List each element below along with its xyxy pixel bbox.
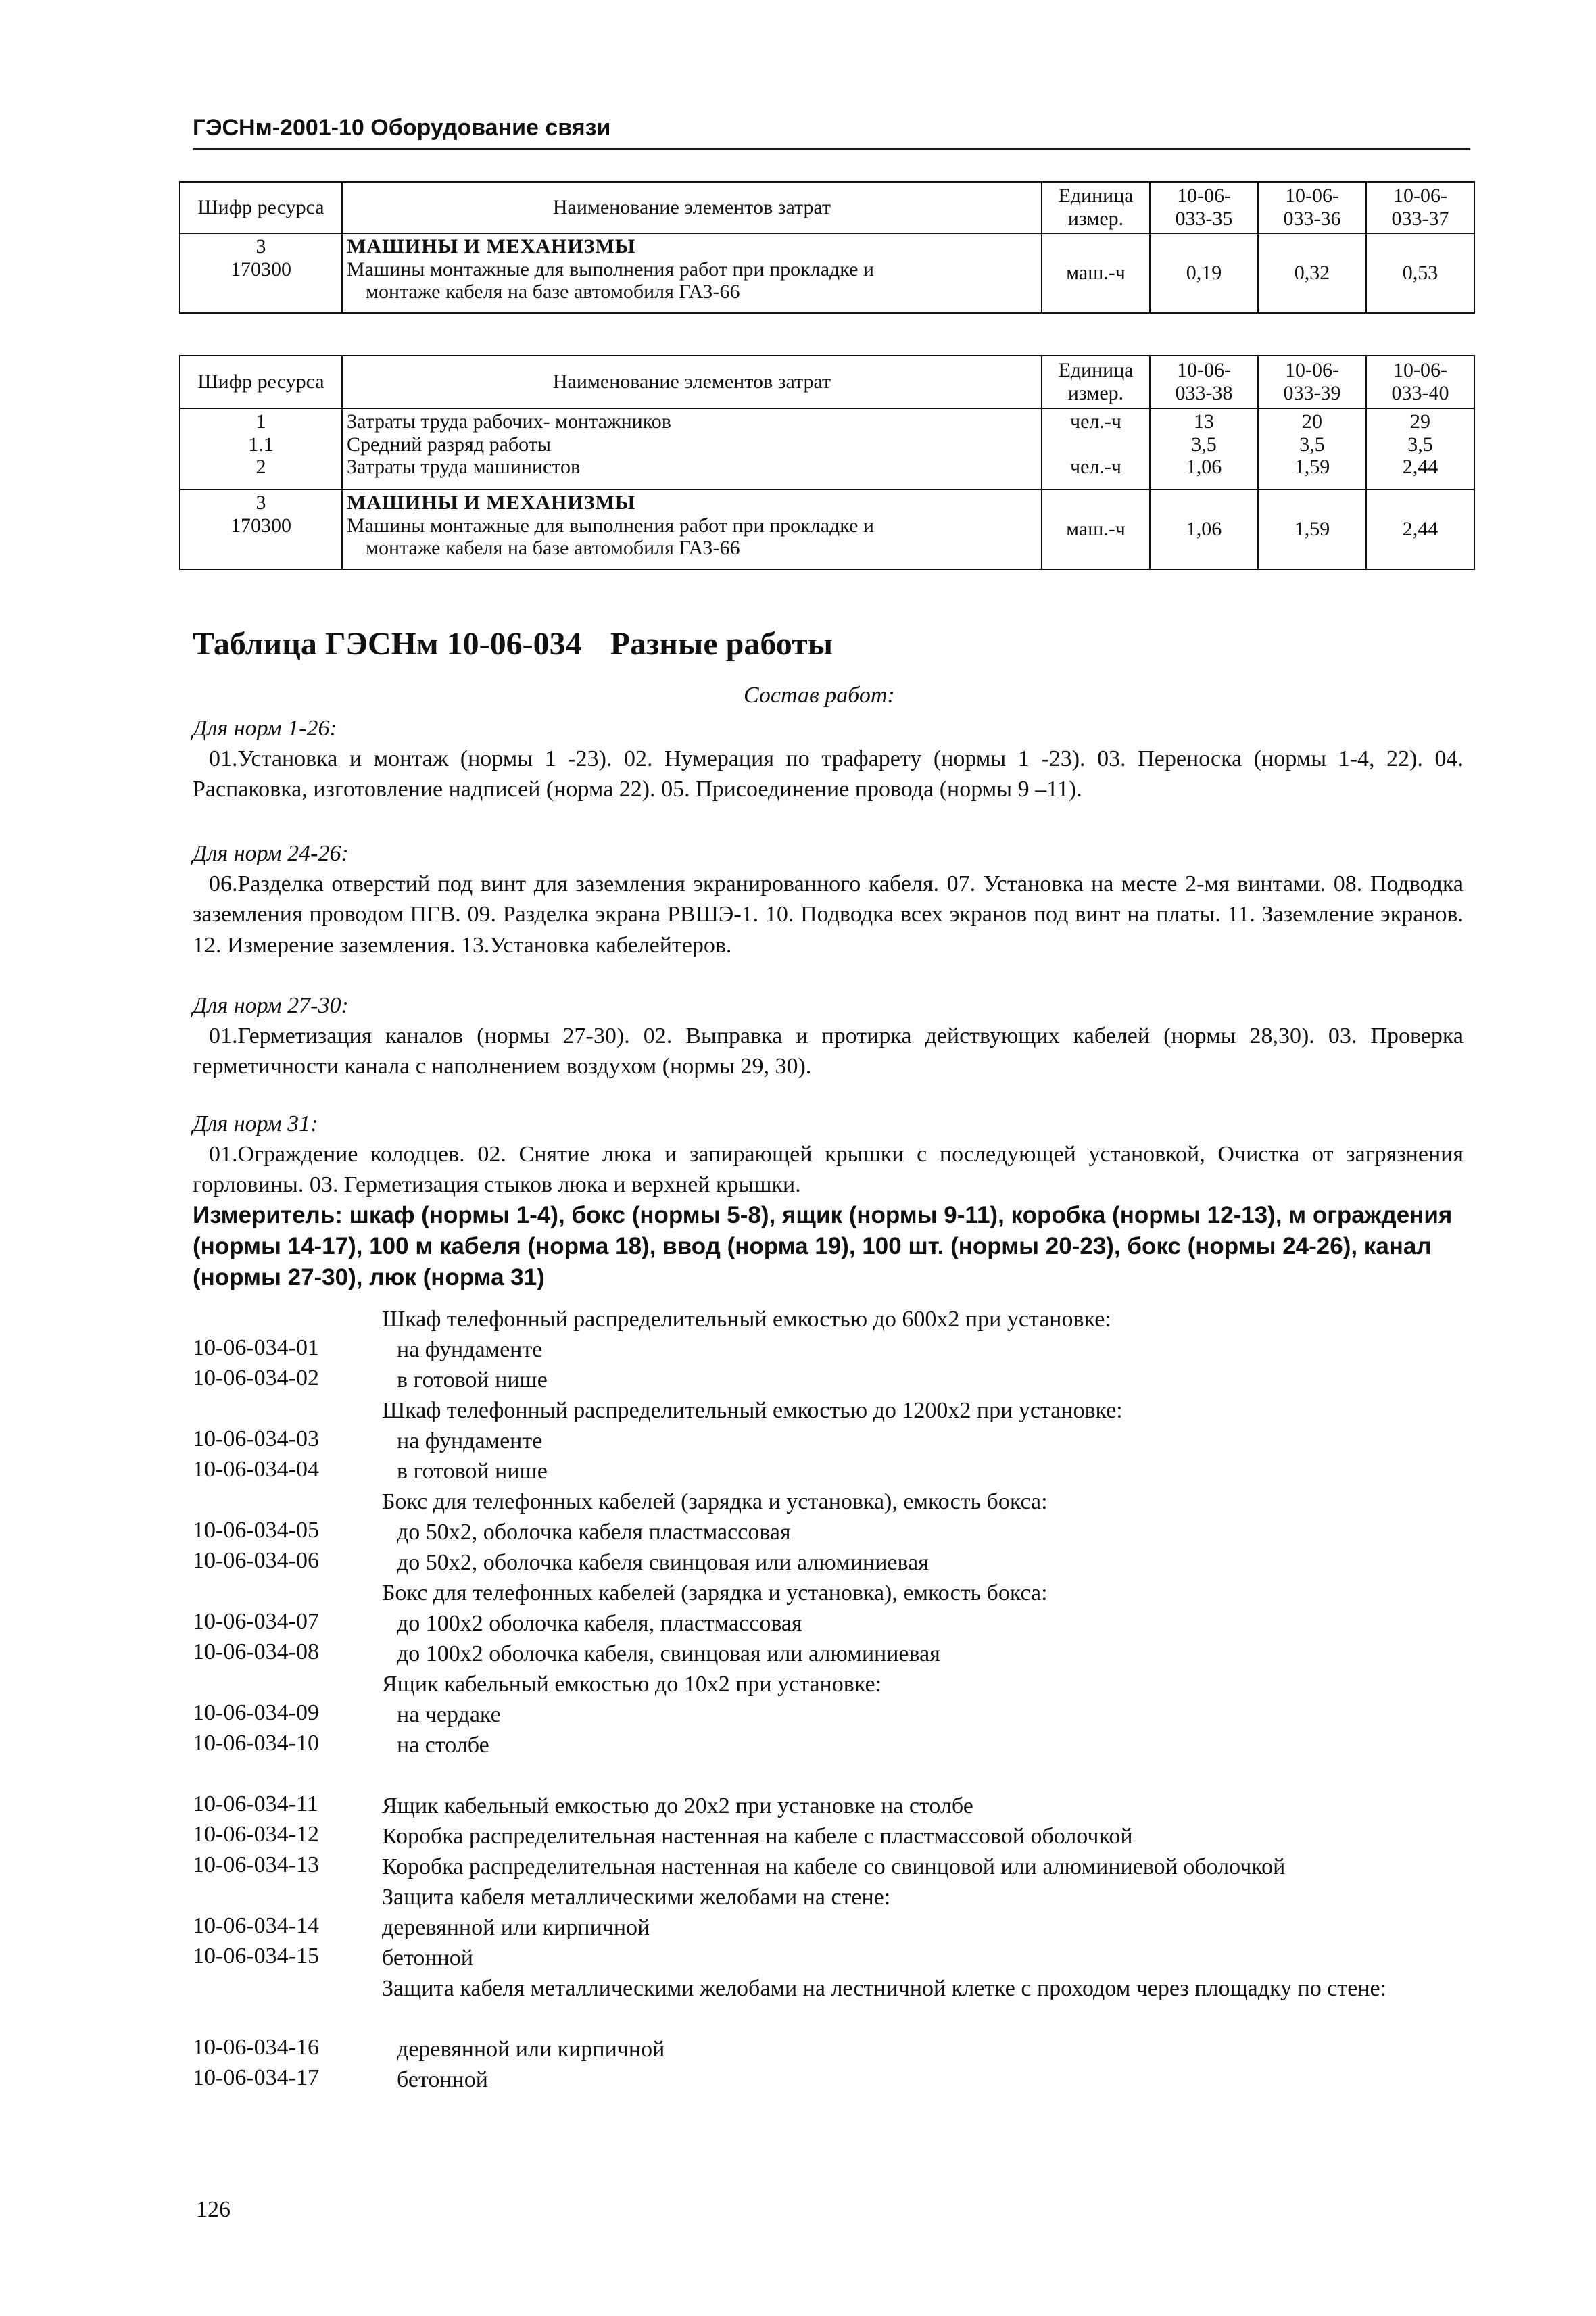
- list-item: Шкаф телефонный распределительный емкостью до 600х2 при установке:: [382, 1307, 1111, 1332]
- resource-table-2: [179, 355, 1475, 570]
- section-text: 06.Разделка отверстий под винт для заземления экранированного кабеля. 07. Установка на месте 2-мя винтами. 08. Подводка заземления проводом ПГВ. 09. Разделка экрана РВШЭ-1. 10. Подводка всех экранов под винт на платы. 11. Заземление экранов. 12. Измерение заземления. 13.Установка кабелейтеров.: [193, 871, 1464, 958]
- row-name: МАШИНЫ И МЕХАНИЗМЫ Машины монтажные для выполнения работ при прокладке и монтаже кабеля на базе автомобиля ГАЗ-66: [342, 489, 1042, 569]
- row-unit: маш.-ч: [1042, 233, 1150, 313]
- page-number: 126: [196, 2197, 231, 2222]
- list-item: 10-06-034-09 на чердаке: [193, 1700, 501, 1727]
- row-codes: 1 1.1 2: [180, 408, 342, 489]
- header-name: Наименование элементов затрат: [342, 182, 1042, 233]
- row-code: 3 170300: [180, 233, 342, 313]
- work-composition-heading: Состав работ:: [744, 683, 895, 708]
- table-row: [180, 408, 1474, 489]
- section-label: Для норм 31:: [193, 1111, 318, 1136]
- list-item: 10-06-034-10 на столбе: [193, 1731, 489, 1758]
- row-unit: маш.-ч: [1042, 489, 1150, 569]
- list-item: 10-06-034-15 бетонной: [193, 1944, 473, 1971]
- list-item: Шкаф телефонный распределительный емкостью до 1200х2 при установке:: [382, 1398, 1123, 1423]
- row-values-2: 20 3,5 1,59: [1258, 408, 1366, 489]
- row-value-2: 0,32: [1258, 233, 1366, 313]
- list-item: 10-06-034-02 в готовой нише: [193, 1366, 548, 1393]
- row-value-3: 2,44: [1366, 489, 1474, 569]
- list-item: 10-06-034-12 Коробка распределительная настенная на кабеле с пластмассовой оболочкой: [193, 1822, 1133, 1849]
- list-item: 10-06-034-06 до 50х2, оболочка кабеля свинцовая или алюминиевая: [193, 1548, 929, 1575]
- header-name: Наименование элементов затрат: [342, 356, 1042, 408]
- row-name: МАШИНЫ И МЕХАНИЗМЫ Машины монтажные для выполнения работ при прокладке и монтаже кабеля на базе автомобиля ГАЗ-66: [342, 233, 1042, 313]
- table-header-row: [180, 356, 1474, 408]
- header-col-1: 10-06- 033-38: [1150, 356, 1258, 408]
- table-title-name: Разные работы: [610, 626, 833, 662]
- row-names: Затраты труда рабочих- монтажников Средний разряд работы Затраты труда машинистов: [342, 408, 1042, 489]
- header-col-2: 10-06- 033-39: [1258, 356, 1366, 408]
- header-unit: Единица измер.: [1042, 182, 1150, 233]
- header-col-1: 10-06- 033-35: [1150, 182, 1258, 233]
- header-col-3: 10-06- 033-37: [1366, 182, 1474, 233]
- list-item: 10-06-034-16 деревянной или кирпичной: [193, 2035, 665, 2062]
- list-item: 10-06-034-01 на фундаменте: [193, 1335, 543, 1362]
- list-item: 10-06-034-03 на фундаменте: [193, 1426, 543, 1453]
- list-item: 10-06-034-13 Коробка распределительная настенная на кабеле со свинцовой или алюминиевой оболочкой: [193, 1852, 1286, 1879]
- section-text: 01.Ограждение колодцев. 02. Снятие люка и запирающей крышки с последующей установкой, Очистка от загрязнения горловины. 03. Герметизация стыков люка и верхней крышки.: [193, 1142, 1464, 1198]
- table-row: [180, 233, 1474, 313]
- list-item: 10-06-034-11 Ящик кабельный емкостью до 20х2 при установке на столбе: [193, 1791, 973, 1818]
- row-value-2: 1,59: [1258, 489, 1366, 569]
- row-value-1: 0,19: [1150, 233, 1258, 313]
- list-item: 10-06-034-05 до 50х2, оболочка кабеля пластмассовая: [193, 1518, 791, 1545]
- header-code: Шифр ресурса: [180, 356, 342, 408]
- work-section: [193, 990, 1464, 1082]
- work-section: [193, 1109, 1464, 1201]
- norms-list: [193, 1305, 1464, 2096]
- list-item: 10-06-034-07 до 100х2 оболочка кабеля, пластмассовая: [193, 1609, 802, 1636]
- list-item: Ящик кабельный емкостью до 10х2 при установке:: [382, 1672, 882, 1697]
- row-units: чел.-ч чел.-ч: [1042, 408, 1150, 489]
- row-values-1: 13 3,5 1,06: [1150, 408, 1258, 489]
- running-header: ГЭСНм-2001-10 Оборудование связи: [193, 115, 1470, 150]
- work-section: [193, 838, 1464, 961]
- table-title: [193, 625, 833, 662]
- section-label: Для норм 1-26:: [193, 716, 337, 741]
- table-title-code: Таблица ГЭСНм 10-06-034: [193, 626, 582, 662]
- section-text: 01.Установка и монтаж (нормы 1 -23). 02. Нумерация по трафарету (нормы 1 -23). 03. Переноска (нормы 1-4, 22). 04. Распаковка, изготовление надписей (норма 22). 05. Присоединение провода (нормы 9 –11).: [193, 746, 1464, 802]
- row-code: 3 170300: [180, 489, 342, 569]
- header-col-2: 10-06- 033-36: [1258, 182, 1366, 233]
- header-unit: Единица измер.: [1042, 356, 1150, 408]
- resource-table-1: [179, 181, 1475, 314]
- row-values-3: 29 3,5 2,44: [1366, 408, 1474, 489]
- section-label: Для норм 27-30:: [193, 993, 349, 1018]
- list-item: 10-06-034-17 бетонной: [193, 2065, 488, 2092]
- section-label: Для норм 24-26:: [193, 841, 349, 866]
- section-text: 01.Герметизация каналов (нормы 27-30). 02. Выправка и протирка действующих кабелей (нормы 28,30). 03. Проверка герметичности канала с наполнением воздухом (нормы 29, 30).: [193, 1023, 1464, 1080]
- measurement-units: Измеритель: шкаф (нормы 1-4), бокс (нормы 5-8), ящик (нормы 9-11), коробка (нормы 12-13), м ограждения (нормы 14-17), 100 м кабеля (норма 18), ввод (норма 19), 100 шт. (нормы 20-23), бокс (нормы 24-26), канал (нормы 27-30), люк (норма 31): [193, 1202, 1453, 1291]
- list-item: 10-06-034-04 в готовой нише: [193, 1457, 548, 1484]
- header-col-3: 10-06- 033-40: [1366, 356, 1474, 408]
- list-item: Бокс для телефонных кабелей (зарядка и установка), емкость бокса:: [382, 1489, 1048, 1514]
- row-value-1: 1,06: [1150, 489, 1258, 569]
- table-header-row: [180, 182, 1474, 233]
- table-row: [180, 489, 1474, 569]
- list-item: Защита кабеля металлическими желобами на стене:: [382, 1885, 891, 1910]
- header-code: Шифр ресурса: [180, 182, 342, 233]
- list-item: Защита кабеля металлическими желобами на лестничной клетке с проходом через площадку по стене:: [382, 1976, 1387, 2001]
- list-item: Бокс для телефонных кабелей (зарядка и установка), емкость бокса:: [382, 1581, 1048, 1606]
- work-section: [193, 713, 1464, 805]
- list-item: 10-06-034-08 до 100х2 оболочка кабеля, свинцовая или алюминиевая: [193, 1639, 940, 1666]
- list-item: 10-06-034-14 деревянной или кирпичной: [193, 1913, 650, 1940]
- row-value-3: 0,53: [1366, 233, 1474, 313]
